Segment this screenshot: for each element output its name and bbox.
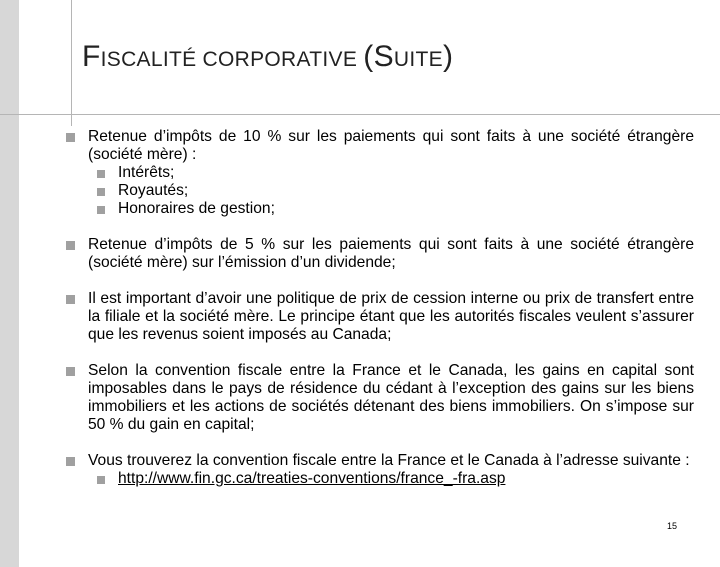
bullet-square-icon [66,241,75,250]
sub-bullet-link [62,470,694,488]
title-divider [0,114,720,115]
bullet-capital-gains: Selon la convention fiscale entre la France et le Canada, les gains en capital sont imposables dans le pays de résidence du cédant à l’exception des gains sur les biens immobiliers et les actions de sociétés détenant des biens immobiliers. On s’impose sur 50 % du gain en capital; [62,362,694,434]
page-number: 15 [667,521,678,531]
page-title: FISCALITÉ CORPORATIVE (SUITE) [82,40,454,73]
sub-bullet-honoraires: Honoraires de gestion; [62,200,694,218]
bullet-square-icon [66,133,75,142]
left-decorative-band [0,0,19,567]
bullet-withholding-5: Retenue d’impôts de 5 % sur les paiements qui sont faits à une société étrangère (société mère) sur l’émission d’un dividende; [62,236,694,272]
bullet-transfer-pricing: Il est important d’avoir une politique de prix de cession interne ou prix de transfert entre la filiale et la société mère. Le principe étant que les autorités fiscales veulent s’assurer que les revenus soient imposés au Canada; [62,290,694,344]
bullet-convention-link: Vous trouverez la convention fiscale entre la France et le Canada à l’adresse suivante : [62,452,694,470]
bullet-square-icon [66,457,75,466]
slide-content [62,128,694,488]
bullet-square-icon [97,206,105,214]
bullet-square-icon [97,476,105,484]
sub-bullet-royautes: Royautés; [62,182,694,200]
bullet-square-icon [97,170,105,178]
bullet-square-icon [66,367,75,376]
bullet-square-icon [66,295,75,304]
bullet-square-icon [97,188,105,196]
convention-link[interactable]: http://www.fin.gc.ca/treaties-conventions/france_-fra.asp [118,470,506,487]
vertical-rule [71,0,72,126]
bullet-withholding-10: Retenue d’impôts de 10 % sur les paiements qui sont faits à une société étrangère (société mère) : [62,128,694,164]
sub-bullet-interets: Intérêts; [62,164,694,182]
